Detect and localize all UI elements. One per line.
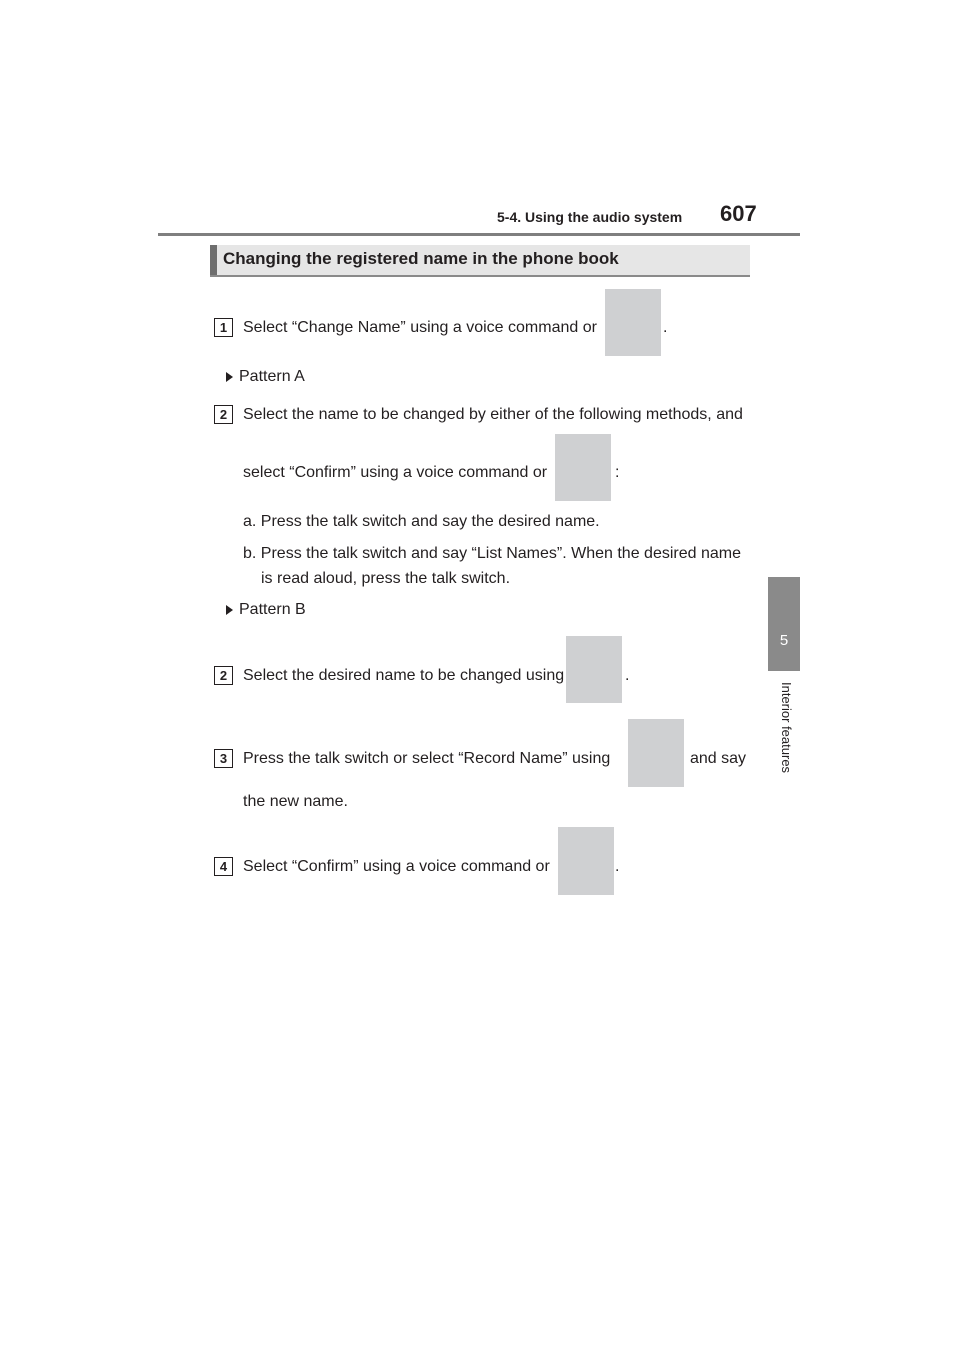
- step-number-3: 3: [214, 749, 233, 768]
- section-title: Changing the registered name in the phone book: [223, 249, 619, 268]
- chapter-tab: [768, 577, 800, 671]
- pattern-b-heading: [226, 600, 306, 620]
- section-heading-bar: [210, 245, 217, 275]
- step-2a-line-1: Select the name to be changed by either of the following methods, and: [243, 406, 743, 423]
- step-4-text-end: .: [615, 858, 620, 875]
- running-header-section: 5-4. Using the audio system: [497, 209, 683, 225]
- step-number-4: 4: [214, 857, 233, 876]
- triangle-bullet-icon: [226, 372, 233, 382]
- section-heading: [210, 245, 750, 277]
- page-number: 607: [720, 201, 757, 226]
- pattern-a-heading: [226, 367, 305, 387]
- chapter-tab-number: 5: [779, 632, 789, 649]
- step-4-text: Select “Confirm” using a voice command or: [243, 858, 550, 875]
- step-number-2: 2: [214, 666, 233, 685]
- screen-image-placeholder: [558, 827, 614, 895]
- step-number-1: 1: [214, 318, 233, 337]
- step-2b-text: Select the desired name to be changed using: [243, 667, 565, 684]
- header-rule: [158, 233, 800, 236]
- step-2a-line-2-end: :: [615, 464, 620, 481]
- screen-image-placeholder: [555, 434, 611, 501]
- step-2a-option-a: a. Press the talk switch and say the desired name.: [243, 513, 600, 530]
- screen-image-placeholder: [628, 719, 684, 787]
- step-3-text: Press the talk switch or select “Record Name” using: [243, 750, 611, 767]
- step-2a-option-b-line-1: b. Press the talk switch and say “List Names”. When the desired name: [243, 545, 741, 562]
- pattern-b-label: Pattern B: [239, 601, 306, 618]
- step-2b-text-end: .: [625, 667, 630, 684]
- step-number-2: 2: [214, 405, 233, 424]
- step-3-line-2: the new name.: [243, 793, 348, 810]
- step-3-text-end: and say: [690, 750, 747, 767]
- triangle-bullet-icon: [226, 605, 233, 615]
- screen-image-placeholder: [566, 636, 622, 703]
- step-1-text-end: .: [663, 319, 668, 336]
- pattern-a-label: Pattern A: [239, 368, 305, 385]
- step-1-text: Select “Change Name” using a voice command or: [243, 319, 597, 336]
- step-2a-option-b-line-2: is read aloud, press the talk switch.: [261, 570, 511, 587]
- screen-image-placeholder: [605, 289, 661, 356]
- chapter-tab-label: Interior features: [779, 682, 794, 774]
- step-2a-line-2: select “Confirm” using a voice command or: [243, 464, 548, 481]
